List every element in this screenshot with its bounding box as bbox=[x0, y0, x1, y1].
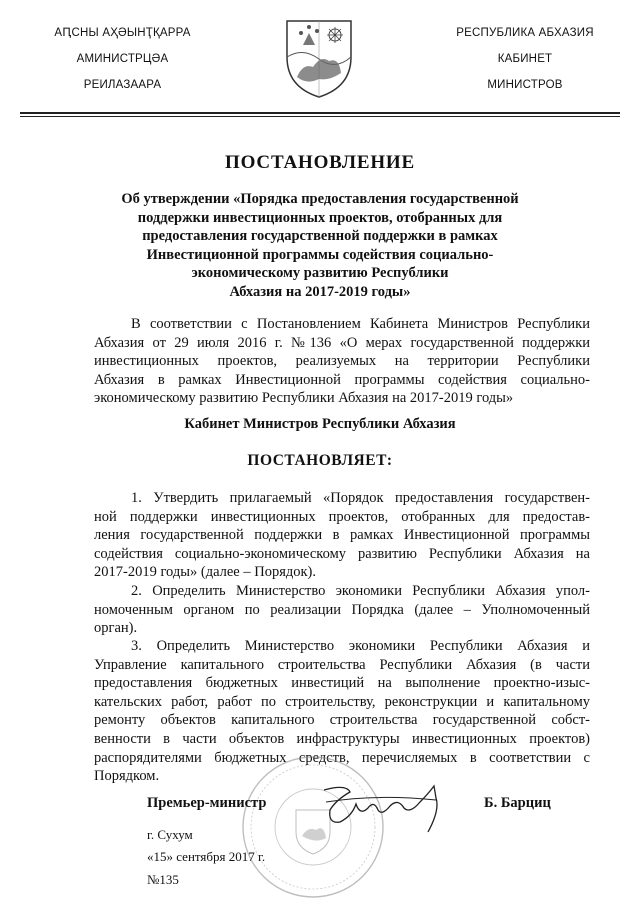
item-line: 3. Определить Министерство экономики Республики Абхазия и bbox=[131, 638, 590, 654]
preamble-line: В соответствии с Постановлением Кабинета Министров Республики bbox=[131, 316, 590, 332]
resolves-heading: ПОСТАНОВЛЯЕТ: bbox=[247, 452, 393, 469]
header-left-line: АМИНИСТРЦӘА bbox=[76, 53, 169, 65]
item-line: ления государственной поддержки в рамках Инвестиционной программы bbox=[94, 527, 590, 544]
item-line: содействия социально-экономическому развитию Республики Абхазия на bbox=[94, 545, 590, 562]
header-left-line: АԤСНЫ АҲӘЫНҬҚАРРА bbox=[54, 27, 191, 39]
item-line: номоченным органом по реализации Порядка (далее – Уполномоченный bbox=[94, 601, 590, 618]
header-right-line: РЕСПУБЛИКА АБХАЗИЯ bbox=[456, 27, 594, 39]
preamble-line: Абхазия в рамках Инвестиционной программы содействия социально- bbox=[94, 371, 590, 388]
item-line: ной поддержки инвестиционных проектов, отобранных для предостав- bbox=[94, 508, 590, 525]
header-left-line: РЕИЛАЗААРА bbox=[83, 79, 162, 91]
item-line: предоставления бюджетных инвестиций на выполнение проектно-изыс- bbox=[94, 675, 590, 692]
subject-line: Об утверждении «Порядка предоставления государственной bbox=[121, 191, 519, 207]
item-1 bbox=[94, 489, 590, 582]
header-right-line: КАБИНЕТ bbox=[497, 53, 553, 65]
issue-city: г. Сухум bbox=[147, 827, 193, 842]
preamble-line: инвестиционных проектов, реализуемых на территории Республики bbox=[94, 353, 590, 370]
item-line: венности в части объектов инфраструктуры инвестиционных проектов) bbox=[94, 730, 590, 747]
header-divider-thick bbox=[20, 112, 620, 114]
document-subject bbox=[120, 190, 520, 302]
signatory-position: Премьер-министр bbox=[147, 795, 267, 811]
header-right bbox=[430, 20, 620, 98]
item-line: Управление капитального строительства Республики Абхазия (в части bbox=[94, 656, 590, 673]
item-line: 2. Определить Министерство экономики Республики Абхазия упол- bbox=[131, 583, 590, 599]
subject-line: предоставления государственной поддержки в рамках bbox=[142, 228, 498, 245]
subject-line: Абхазия на 2017-2019 годы» bbox=[229, 283, 411, 300]
coat-of-arms-emblem bbox=[283, 17, 355, 99]
subject-line: Инвестиционной программы содействия социально- bbox=[146, 246, 494, 263]
item-line: 2017-2019 годы» (далее – Порядок). bbox=[94, 564, 317, 581]
issuing-authority: Кабинет Министров Республики Абхазия bbox=[184, 416, 456, 432]
item-line: 1. Утвердить прилагаемый «Порядок предоставления государствен- bbox=[131, 490, 590, 506]
item-2 bbox=[94, 582, 590, 638]
preamble-paragraph bbox=[94, 315, 590, 408]
document-number: №135 bbox=[147, 872, 179, 887]
item-line: орган). bbox=[94, 620, 138, 637]
item-line: распорядителями бюджетных средств, перечисляемых в соответствии с bbox=[94, 749, 590, 766]
document-title: ПОСТАНОВЛЕНИЕ bbox=[225, 152, 415, 173]
preamble-line: экономическому развитию Республики Абхазия на 2017-2019 годы» bbox=[94, 390, 514, 407]
item-line: кательских работ, работ по строительству, реконструкции и капитальному bbox=[94, 693, 590, 710]
header-divider-thin bbox=[20, 116, 620, 117]
item-line: Порядком. bbox=[94, 768, 160, 785]
handwritten-signature bbox=[316, 780, 466, 835]
subject-line: поддержки инвестиционных проектов, отобранных для bbox=[137, 209, 503, 226]
subject-line: экономическому развитию Республики bbox=[191, 265, 449, 282]
header-right-line: МИНИСТРОВ bbox=[487, 79, 563, 91]
signatory-name: Б. Барциц bbox=[484, 795, 551, 811]
preamble-line: Абхазия от 29 июля 2016 г. №136 «О мерах государственной поддержки bbox=[94, 334, 590, 351]
header-left bbox=[30, 20, 215, 98]
item-line: ремонту объектов капитального строительства государственной собст- bbox=[94, 712, 590, 729]
issue-date: «15» сентября 2017 г. bbox=[147, 849, 266, 864]
